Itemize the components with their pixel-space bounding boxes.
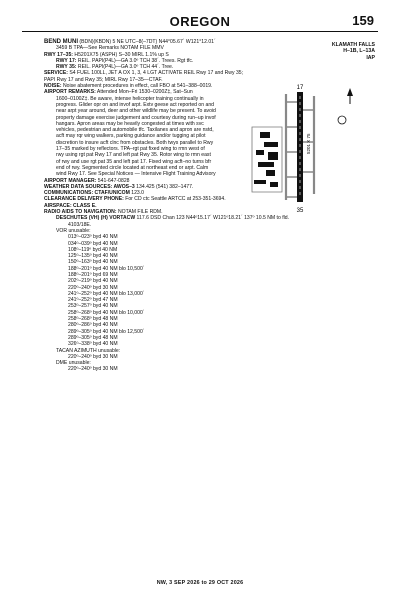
dme-item: 220º–240º byd 30 NM [68,366,118,373]
page-state-title: OREGON [169,14,231,29]
vor-item: 125º–135º byd 40 NM [68,253,118,260]
vor-item: 326º–338º byd 40 NM [68,341,118,348]
service-line: SERVICE: S4 FUEL 100LL, JET A OX 1, 3, 4 LGT ACTIVATE REIL Rwy 17 and Rwy 35; PAPI Rwy 17 and Rwy 35; MIRL Rwy 17–35—CTAF. [44,70,244,83]
airspace-line: AIRSPACE: CLASS E. [44,202,97,209]
right-meta [332,42,375,61]
airport-line-2: 3459 B TPA—See Remarks NOTAM FILE MMV [56,45,164,52]
remark-line: 1600–0100Z‡. Be aware, intense helicopter training continually in [56,95,204,102]
remark-line: rwy using rgt pat Rwy 17 and left pat Rwy 35. Rotor wing to rmn east [56,152,211,159]
vor-item: 108º–119º byd 40 NM [68,246,118,253]
remark-line: vehicles, pedestrian and automobile tfc. Taxilanes and apron are nstd, [56,127,214,134]
vor-item: 241º–252º byd 40 NM blo 13,000´ [68,290,145,297]
manager-line: AIRPORT MANAGER: 541-647-0828 [44,177,130,184]
vor-item: 202º–219º byd 40 NM [68,278,118,285]
weather-line: WEATHER DATA SOURCES: AWOS–3 134.425 (541) 382–1477. [44,183,194,190]
remark-line: property damage exercise judgement and courtesy during run–up invof [56,114,216,121]
remark-line: AIRPORT REMARKS: Attended Mon–Fri 1530–0200Z‡, Sat–Sun [44,89,193,96]
airport-ident: (BDN)(KBDN) 5 NE UTC–8(–7DT) N44°05.67´ W121°12.01´ [78,39,216,45]
vor-item: 034º–039º byd 40 NM [68,240,118,247]
vor-item: 253º–257º byd 40 NM [68,303,118,310]
region-label: KLAMATH FALLS [331,42,375,48]
west-hangars [254,132,278,187]
remark-line: discretion to insure acft clnc from obstacles. Both twys parallel to Rwy [56,139,214,146]
deschutes-line: DESCHUTES (VH) (H) VORTACW 117.6 DSD Chan 123 N44º15.17´ W121º18.21´ 137º 10.5 NM to fld. [56,215,290,222]
remark-line: progress. Glider opr on and invof arpt. Extv geese act reported on and [56,101,214,108]
rwy-label-bottom: 35 [296,208,304,214]
remark-line: near arpt year around, deer and other wildlife may be present. To avoid [56,108,216,115]
navaids-line: RADIO AIDS TO NAVIGATION: NOTAM FILE RDM. [44,209,163,216]
north-arrow-icon [347,88,353,104]
vor-item: 188º–201º byd 69 NM [68,271,118,278]
remark-line: end of rwy. Segmented circle located at northeast end or arpt. Calm [56,164,209,171]
tacan-title: TACAN AZIMUTH unusable: [56,347,121,354]
iap-label: IAP [366,54,375,61]
rwy-length-label: 5201 X 75 [306,133,311,154]
deschutes-line-2: 4103/18E. [68,221,92,228]
remark-line: acft may rqr wing walkers, parking guidance and/or tugging at pilot [56,133,206,140]
runway-line-1: RWY 17: REIL. PAPI(P4L)—GA 3.0º TCH 38´. Trees. Rgt tfc. [56,57,194,64]
remark-line: hangars. Apron areas may be heavily congested at times with svc [56,120,204,127]
segmented-circle-icon [338,116,346,124]
vor-unusable [44,228,294,348]
header-rule [22,31,378,32]
comms-line: COMMUNICATIONS: CTAF/UNICOM 123.0 [44,190,144,197]
vor-title: VOR unusable: [56,227,91,234]
remark-line: 17–35 marked by reflectors. TPA–rgt pat fixed wing to rmn west of [56,146,205,153]
vor-item: 241º–252º byd 47 NM [68,297,118,304]
airport-name: BEND MUNI [44,39,78,45]
noise-line: NOISE: Noise abatement procedures in effect, call FBO at 541–388–0019. [44,83,213,90]
vor-item: 220º–240º byd 30 NM [68,284,118,291]
dme-title: DME unusable: [56,360,91,367]
rwy-label-top: 17 [296,85,304,91]
vor-item: 289º–305º byd 40 NM blo 12,500´ [68,328,145,335]
page-footer: NW, 3 SEP 2026 to 29 OCT 2026 [156,580,244,586]
clearance-line: CLEARANCE DELIVERY PHONE: For CD ctc Seattle ARTCC at 253-351-3694. [44,196,226,203]
vor-item: 258º–268º byd 48 NM [68,316,118,323]
airport-diagram-svg [246,82,371,217]
remark-line: of rwy and use rgt pat 35 and left pat 17. Fixed wing acft–no turns bfr [56,158,212,165]
airport-diagram [246,82,371,217]
tacan-item: 220º–240º byd 30 NM [68,353,118,360]
page-number: 159 [352,13,374,28]
runway-line-2: RWY 35: REIL. PAPI(P4L)—GA 3.0º TCH 44´. Tree. [56,64,174,71]
vor-item: 150º–163º byd 40 NM [68,259,118,266]
vor-item: 188º–201º byd 40 NM blo 10,500´ [68,265,145,272]
vor-item: 258º–268º byd 40 NM blo 10,000´ [68,309,145,316]
remark-line: wind Rwy 17. See Special Notices — Intensive Flight Training Advisory [56,171,216,178]
vor-item: 013º–023º byd 40 NM [68,234,118,241]
vor-item: 289º–305º byd 48 NM [68,334,118,341]
vor-item: 280º–286º byd 40 NM [68,322,118,329]
charts-label: H–1B, L–13A [343,48,375,55]
runway-line-0: RWY 17–35: H5201X75 (ASPH) S–30 MIRL 1.1% up S [44,51,169,58]
